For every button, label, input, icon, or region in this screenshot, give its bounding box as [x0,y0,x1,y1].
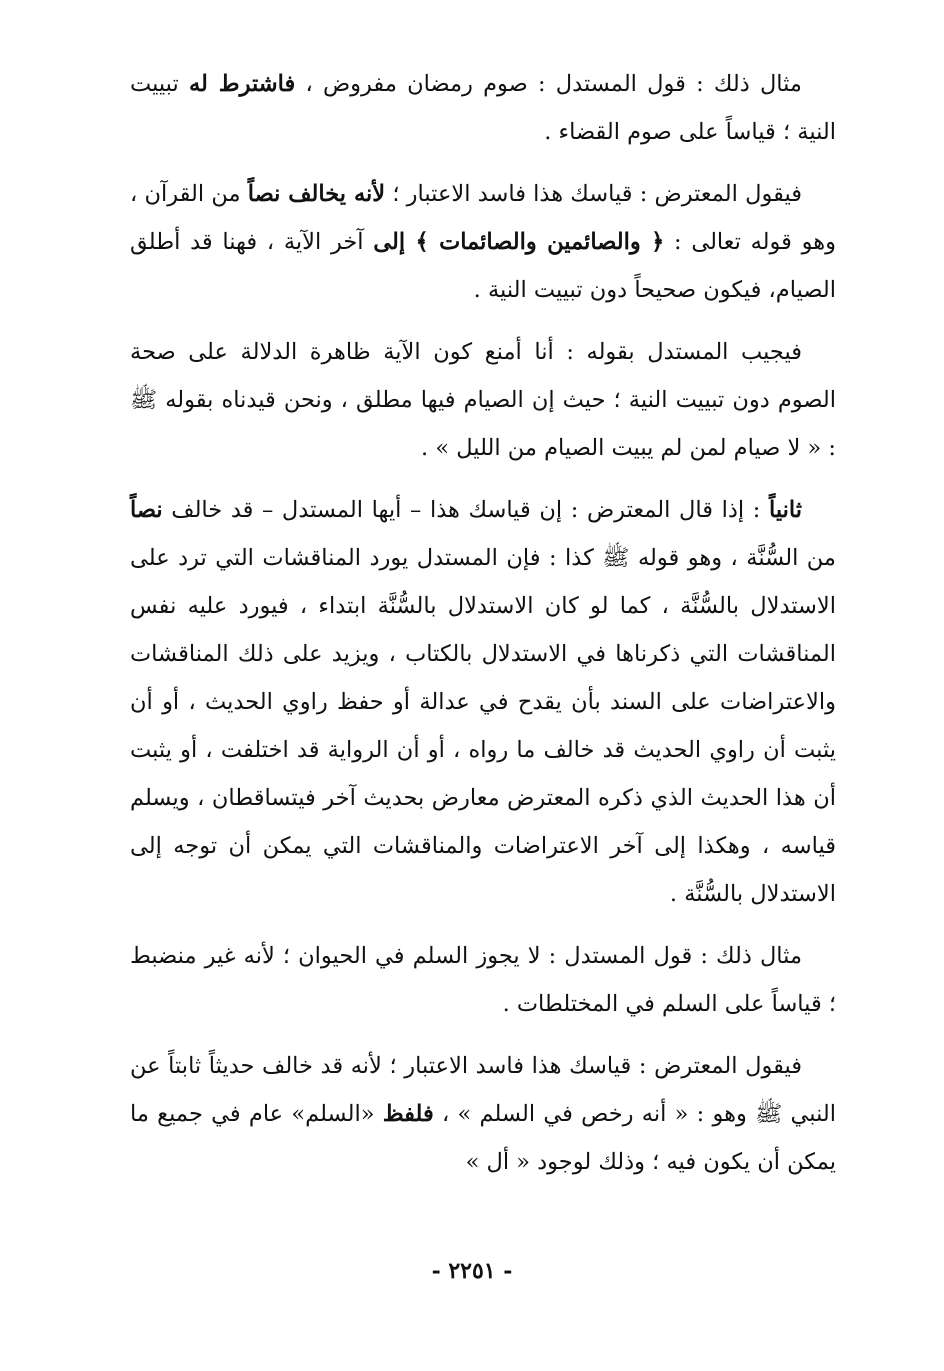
text-run: مثال ذلك : قول المستدل : لا يجوز السلم في الحيوان ؛ لأنه غير منضبط ؛ قياساً على السلم في المختلطات . [130,943,836,1017]
bold-text: فاشترط له [188,71,296,97]
text-run: «السلم» عام في جميع ما يمكن أن يكون فيه ؛ وذلك لوجود « أل » [130,1101,836,1175]
bold-text: ﴿ والصائمين والصائمات ﴾ إلى [373,229,665,255]
text-run: من السُّنَّة ، وهو قوله ﷺ كذا : فإن المستدل يورد المناقشات التي ترد على الاستدلال بالسُّنَّة ، كما لو كان الاستدلال بالسُّنَّة ابتداء ، فيورد عليه نفس المناقشات التي ذكرناها في الاستدلال بالكتاب ، ويزيد على ذلك المناقشات والاعتراضات على السند بأن يقدح في عدالة أو حفظ راوي الحديث ، أو أن يثبت أن راوي الحديث قد خالف ما رواه ، أو أن الرواية قد اختلفت ، أو يثبت أن هذا الحديث الذي ذكره المعترض معارض بحديث آخر فيتساقطان ، ويسلم قياسه ، وهكذا إلى آخر الاعتراضات والمناقشات التي يمكن أن توجه إلى الاستدلال بالسُّنَّة . [130,545,836,907]
paragraph [130,1042,836,1186]
text-run: : إذا قال المعترض : إن قياسك هذا – أيها المستدل – قد خالف [162,497,769,523]
bold-text: لأنه يخالف نصاً [247,181,386,207]
paragraph [130,486,836,918]
body-text [130,60,836,1200]
paragraph [130,328,836,472]
paragraph [130,60,836,156]
text-run: تبييت النية ؛ قياساً على صوم القضاء . [130,71,836,145]
text-run: آخر الآية ، فهنا قد أطلق الصيام، فيكون صحيحاً دون تبييت النية . [130,229,836,303]
bold-text: نصاً [130,497,163,523]
bold-text: ثانياً [768,497,802,523]
text-run: فيقول المعترض : قياسك هذا فاسد الاعتبار ؛ لأنه قد خالف حديثاً ثابتاً عن النبي ﷺ وهو : « أنه رخص في السلم » ، [130,1053,836,1127]
paragraph [130,170,836,314]
page-number: - ٢٢٥١ - [431,1258,513,1284]
paragraph [130,932,836,1028]
text-run: فيقول المعترض : قياسك هذا فاسد الاعتبار ؛ [385,181,802,207]
text-run: فيجيب المستدل بقوله : أنا أمنع كون الآية ظاهرة الدلالة على صحة الصوم دون تبييت النية ؛ حيث إن الصيام فيها مطلق ، ونحن قيدناه بقوله ﷺ : « لا صيام لمن لم يبيت الصيام من الليل » . [130,339,836,461]
text-run: مثال ذلك : قول المستدل : صوم رمضان مفروض ، [295,71,802,97]
text-run: من القرآن ، وهو قوله تعالى : [130,181,836,255]
bold-text: فلفظ [382,1101,434,1127]
